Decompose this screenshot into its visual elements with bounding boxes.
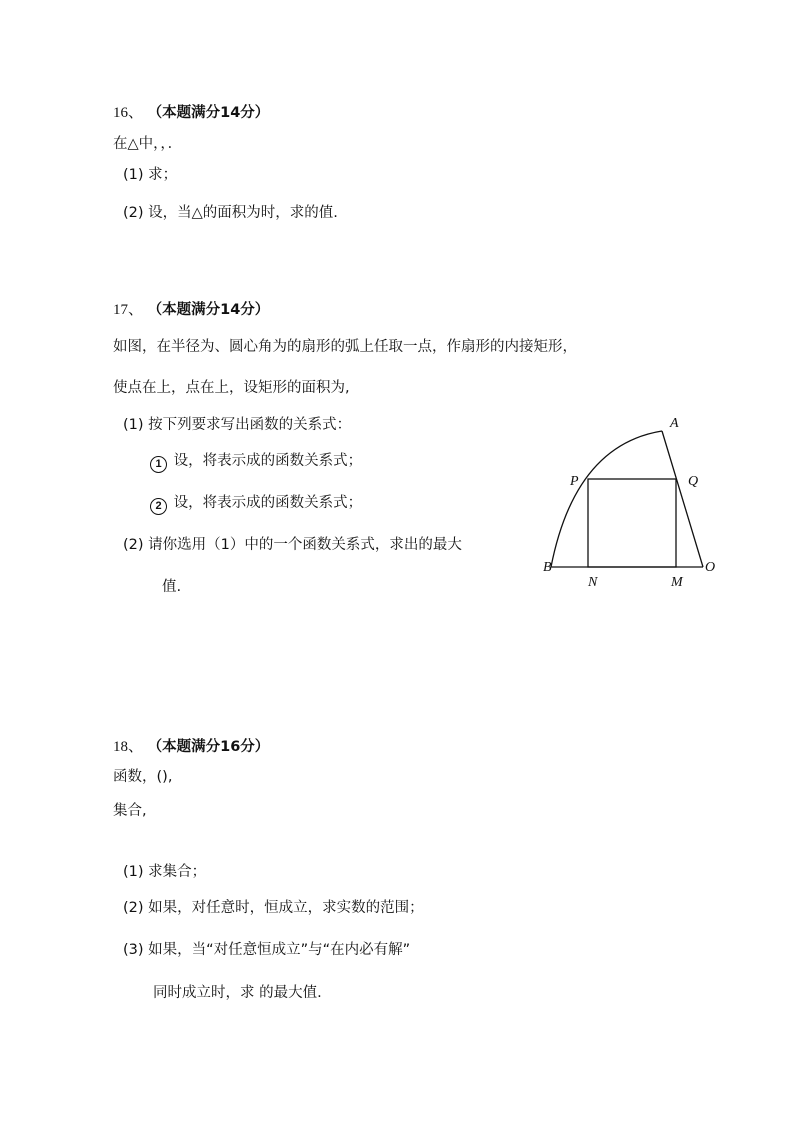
- q18-part2: (2) 如果，对任意时，恒成立，求实数的范围；: [123, 900, 424, 916]
- q16-intro: 在△中，，．: [113, 136, 183, 152]
- q17-line2: 使点在上，点在上，设矩形的面积为,: [113, 380, 350, 396]
- q16-part2: (2) 设，当△的面积为时，求的值.: [123, 205, 338, 221]
- q18-line1: 函数，(),: [113, 769, 173, 785]
- q17-score-header: （本题满分14分）: [147, 302, 270, 318]
- q16-heading: [113, 103, 269, 123]
- q17-heading: [113, 300, 269, 320]
- label-Q: Q: [688, 474, 699, 489]
- q17-sub2-marker: 2: [150, 498, 167, 515]
- q16-part1: (1) 求；: [123, 167, 178, 183]
- q18-number: 18、: [113, 739, 144, 755]
- q18-line2: 集合,: [113, 803, 147, 819]
- q17-sub1: [150, 451, 362, 473]
- q17-part1: (1) 按下列要求写出函数的关系式：: [123, 417, 352, 433]
- q18-part3-cont: 同时成立时，求 的最大值.: [153, 985, 322, 1001]
- label-A: A: [670, 416, 679, 431]
- q17-sub1-marker: 1: [150, 456, 167, 473]
- label-P: P: [570, 474, 579, 489]
- label-O: O: [705, 560, 716, 575]
- sector-arc: [551, 431, 662, 567]
- q16-score-header: （本题满分14分）: [147, 105, 270, 121]
- q16-number: 16、: [113, 105, 144, 121]
- label-B: B: [543, 560, 552, 575]
- q18-part3: (3) 如果，当“对任意恒成立”与“在内必有解”: [123, 942, 411, 958]
- label-N: N: [588, 575, 598, 590]
- q17-part2: (2) 请你选用（1）中的一个函数关系式，求出的最大: [123, 537, 462, 553]
- radius-OA: [662, 431, 703, 567]
- q17-line1: 如图，在半径为、圆心角为的扇形的弧上任取一点，作扇形的内接矩形，: [113, 339, 577, 355]
- q18-heading: [113, 737, 269, 757]
- q17-sub1-text: 设，将表示成的函数关系式；: [173, 453, 363, 469]
- q17-number: 17、: [113, 302, 144, 318]
- q18-part1: (1) 求集合；: [123, 864, 207, 880]
- sector-figure: [535, 405, 725, 595]
- q17-sub2-text: 设，将表示成的函数关系式；: [173, 495, 363, 511]
- q17-part2-cont: 值.: [162, 579, 182, 595]
- q18-score-header: （本题满分16分）: [147, 739, 270, 755]
- q17-sub2: [150, 493, 362, 515]
- label-M: M: [671, 575, 683, 590]
- inscribed-rectangle: [588, 479, 676, 567]
